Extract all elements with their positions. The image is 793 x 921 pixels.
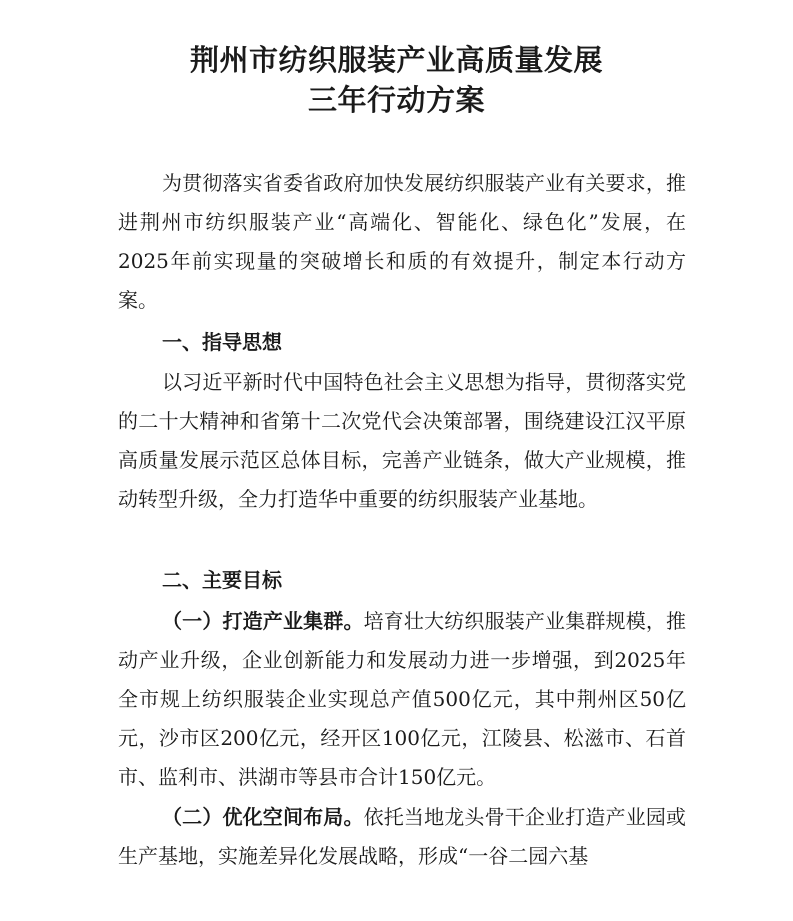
document-title-line-1: 荆州市纺织服装产业高质量发展 (189, 43, 603, 77)
goal-1-body: 培育壮大纺织服装产业集群规模，推动产业升级，企业创新能力和发展动力进一步增强，到2025年全市规上纺织服装企业实现总产值500亿元，其中荆州区50亿元，沙市区200亿元，经开区100亿元，江陵县、松滋市、石首市、监利市、洪湖市等县市合计150亿元。 (118, 609, 687, 790)
section-1-body: 以习近平新时代中国特色社会主义思想为指导，贯彻落实党的二十大精神和省第十二次党代会决策部署，围绕建设江汉平原高质量发展示范区总体目标，完善产业链条，做大产业规模，推动转型升级，全力打造华中重要的纺织服装产业基地。 (118, 370, 686, 512)
section-1-heading: 一、指导思想 (162, 330, 282, 354)
intro-paragraph: 为贯彻落实省委省政府加快发展纺织服装产业有关要求，推进荆州市纺织服装产业“高端化、智能化、绿色化”发展，在2025年前实现量的突破增长和质的有效提升，制定本行动方案。 (118, 171, 686, 313)
goal-2-lead: （二）优化空间布局。 (162, 805, 364, 829)
section-2-heading: 二、主要目标 (162, 568, 282, 592)
document-title-line-2: 三年行动方案 (307, 83, 485, 117)
goal-2-body: 依托当地龙头骨干企业打造产业园或生产基地，实施差异化发展战略，形成“一谷二园六基 (118, 805, 687, 869)
goal-1-paragraph (118, 602, 686, 797)
goal-1-lead: （一）打造产业集群。 (162, 609, 364, 633)
goal-2-paragraph (118, 798, 686, 876)
